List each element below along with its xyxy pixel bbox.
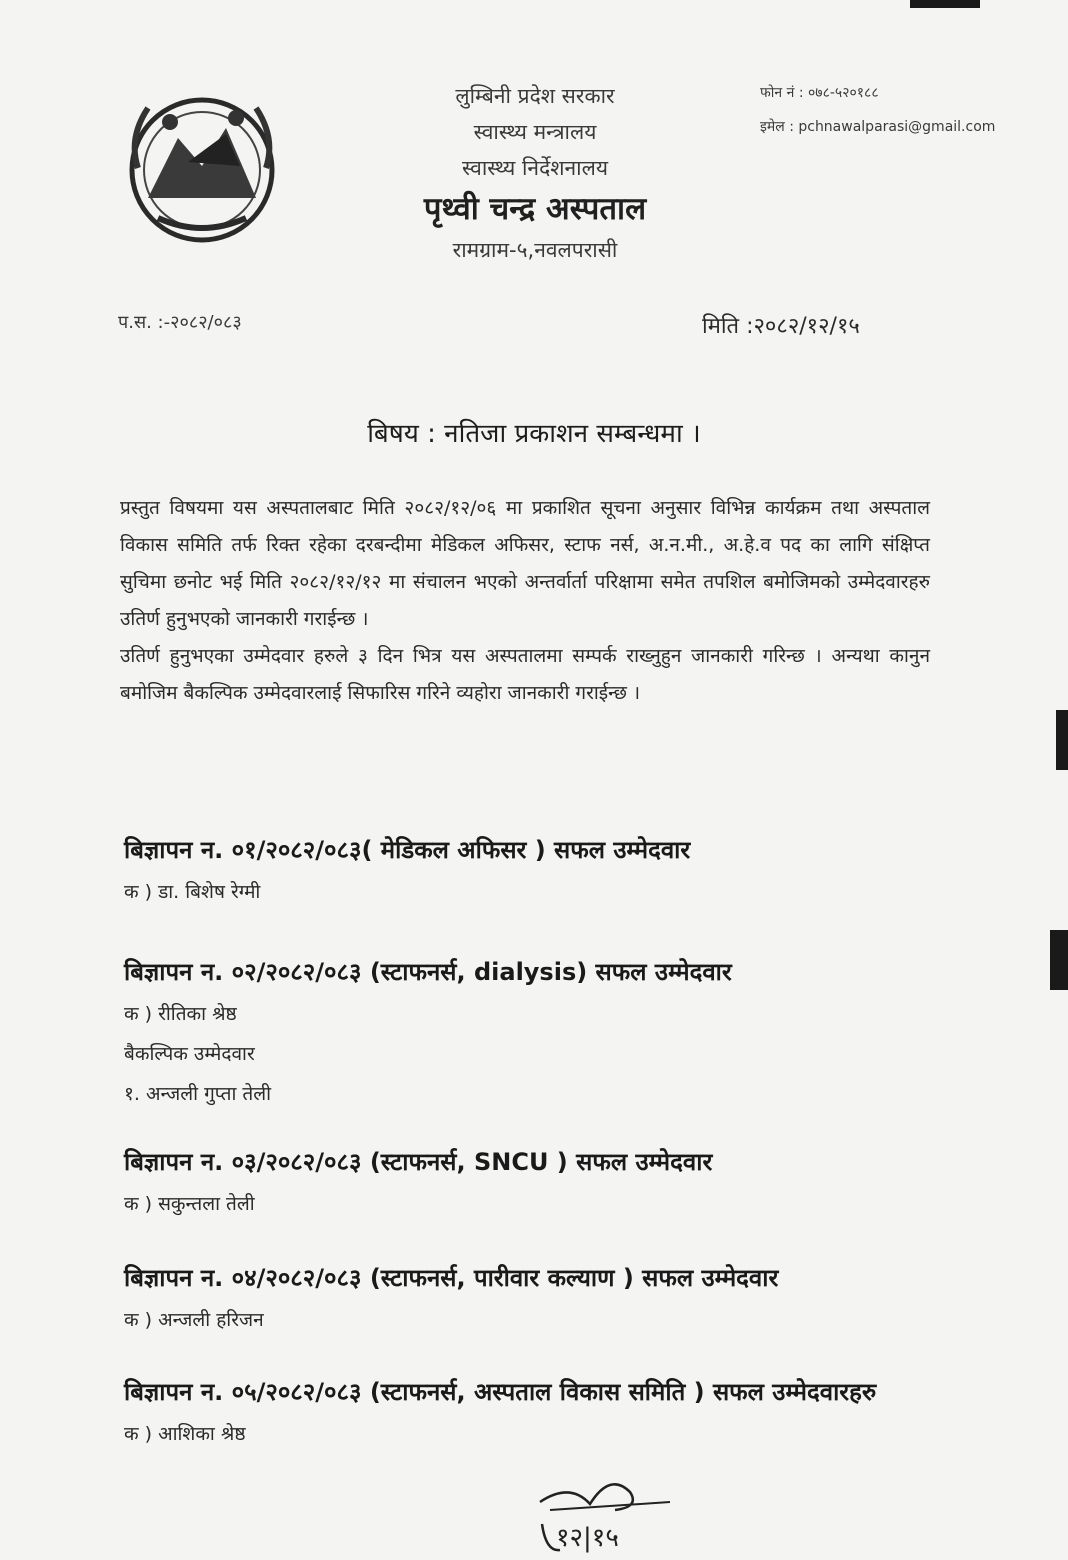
advert-section-2	[124, 950, 954, 1114]
subject-line: बिषय : नतिजा प्रकाशन सम्बन्धमा ।	[367, 419, 701, 449]
alternate-heading: बैकल्पिक उम्मेदवार	[124, 1043, 255, 1065]
email-address: इमेल : pchnawalparasi@gmail.com	[760, 119, 996, 135]
body-paragraph-2: उतिर्ण हुनुभएका उम्मेदवार हरुले ३ दिन भित्र यस अस्पतालमा सम्पर्क राख्नुहुन जानकारी गरिन्छ । अन्यथा कानुन बमोजिम बैकल्पिक उम्मेदवारलाई सिफारिस गरिने व्यहोरा जानकारी गराईन्छ ।	[120, 645, 930, 704]
candidate-line: क ) सकुन्तला तेली	[124, 1193, 255, 1215]
province-government: लुम्बिनी प्रदेश सरकार	[455, 84, 615, 108]
advert-title: बिज्ञापन न. ०२/२०८२/०८३ (स्टाफनर्स, dialysis) सफल उम्मेदवार	[124, 958, 732, 986]
candidate-line: क ) डा. बिशेष रेग्मी	[124, 881, 261, 903]
advert-title: बिज्ञापन न. ०५/२०८२/०८३ (स्टाफनर्स, अस्पताल विकास समिति ) सफल उम्मेदवारहरु	[124, 1378, 877, 1406]
body-text	[120, 490, 930, 712]
reference-number: प.स. :-२०८२/०८३	[118, 312, 242, 333]
hospital-address: रामग्राम-५,नवलपरासी	[452, 238, 618, 262]
candidate-line: क ) अन्जली हरिजन	[124, 1309, 264, 1331]
advert-title: बिज्ञापन न. ०३/२०८२/०८३ (स्टाफनर्स, SNCU ) सफल उम्मेदवार	[124, 1148, 713, 1176]
letter-date: मिति :२०८२/१२/१५	[702, 314, 860, 339]
advert-title: बिज्ञापन न. ०४/२०८२/०८३ (स्टाफनर्स, पारीवार कल्याण ) सफल उम्मेदवार	[124, 1264, 779, 1292]
nepal-government-emblem-icon	[118, 88, 286, 248]
contact-block	[760, 76, 995, 144]
candidate-line: क ) रीतिका श्रेष्ठ	[124, 1003, 237, 1025]
directorate-name: स्वास्थ्य निर्देशनालय	[461, 156, 609, 180]
ministry-name: स्वास्थ्य मन्त्रालय	[473, 120, 597, 144]
letterhead	[320, 78, 750, 268]
advert-section-5	[124, 1370, 944, 1454]
advert-title: बिज्ञापन न. ०१/२०८२/०८३( मेडिकल अफिसर ) सफल उम्मेदवार	[124, 836, 691, 864]
candidate-line: १. अन्जली गुप्ता तेली	[124, 1083, 272, 1105]
body-paragraph-1: प्रस्तुत विषयमा यस अस्पतालबाट मिति २०८२/१२/०६ मा प्रकाशित सूचना अनुसार विभिन्न कार्यक्रम तथा अस्पताल विकास समिति तर्फ रिक्त रहेका दरबन्दीमा मेडिकल अफिसर, स्टाफ नर्स, अ.न.मी., अ.हे.व पद का लागि संक्षिप्त सुचिमा छनोट भई मिति २०८२/१२/१२ मा संचालन भएको अन्तर्वार्ता परिक्षामा समेत तपशिल बमोजिमको उम्मेदवारहरु उतिर्ण हुनुभएको जानकारी गराईन्छ ।	[120, 497, 930, 630]
hospital-name: पृथ्वी चन्द्र अस्पताल	[423, 191, 647, 227]
phone-number: फोन नं : ०७८-५२०१८८	[760, 85, 879, 101]
signature-mark	[520, 1462, 700, 1558]
advert-section-3	[124, 1140, 954, 1224]
signature-date: १२|१५	[556, 1523, 619, 1553]
page-edge-mark	[1050, 930, 1068, 990]
page-edge-mark	[910, 0, 980, 8]
candidate-line: क ) आशिका श्रेष्ठ	[124, 1423, 246, 1445]
advert-section-1	[124, 828, 954, 912]
page-edge-mark	[1056, 710, 1068, 770]
advert-section-4	[124, 1256, 954, 1340]
